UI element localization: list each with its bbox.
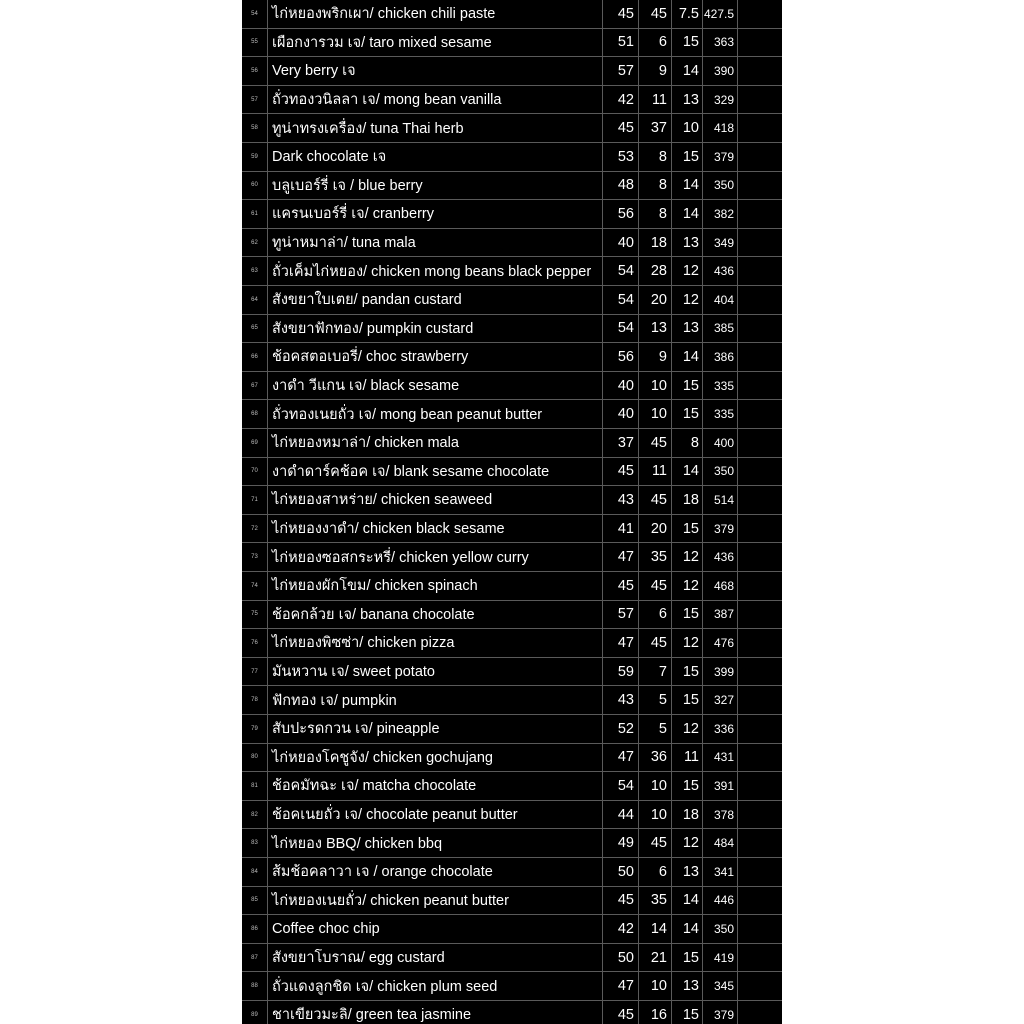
row-number: 74 (242, 572, 268, 600)
empty-col (738, 172, 782, 200)
value-col-1: 56 (603, 200, 639, 228)
value-col-1: 40 (603, 372, 639, 400)
empty-col (738, 372, 782, 400)
value-col-1: 48 (603, 172, 639, 200)
value-col-3: 14 (672, 343, 703, 371)
table-row (242, 143, 782, 172)
row-number: 87 (242, 944, 268, 972)
value-col-4: 336 (703, 715, 738, 743)
table-row (242, 315, 782, 344)
item-name: Dark chocolate เจ (268, 143, 603, 171)
empty-col (738, 257, 782, 285)
value-col-2: 6 (639, 29, 672, 57)
value-col-3: 18 (672, 801, 703, 829)
item-name: ไก่หยองพริกเผา/ chicken chili paste (268, 0, 603, 28)
value-col-2: 20 (639, 286, 672, 314)
value-col-2: 28 (639, 257, 672, 285)
value-col-2: 5 (639, 686, 672, 714)
value-col-2: 8 (639, 200, 672, 228)
value-col-1: 47 (603, 744, 639, 772)
value-col-3: 12 (672, 629, 703, 657)
value-col-2: 45 (639, 0, 672, 28)
empty-col (738, 486, 782, 514)
table-row (242, 343, 782, 372)
table-row (242, 658, 782, 687)
row-number: 68 (242, 400, 268, 428)
value-col-3: 12 (672, 543, 703, 571)
value-col-4: 350 (703, 915, 738, 943)
value-col-4: 350 (703, 172, 738, 200)
row-number: 73 (242, 543, 268, 571)
table-row (242, 0, 782, 29)
row-number: 67 (242, 372, 268, 400)
row-number: 63 (242, 257, 268, 285)
value-col-2: 6 (639, 858, 672, 886)
value-col-4: 379 (703, 515, 738, 543)
table-row (242, 400, 782, 429)
value-col-2: 35 (639, 887, 672, 915)
row-number: 85 (242, 887, 268, 915)
value-col-4: 387 (703, 601, 738, 629)
row-number: 58 (242, 114, 268, 142)
item-name: ไก่หยองเนยถั่ว/ chicken peanut butter (268, 887, 603, 915)
empty-col (738, 629, 782, 657)
table-row (242, 57, 782, 86)
row-number: 78 (242, 686, 268, 714)
value-col-1: 47 (603, 972, 639, 1000)
value-col-1: 40 (603, 400, 639, 428)
row-number: 83 (242, 829, 268, 857)
value-col-2: 9 (639, 57, 672, 85)
value-col-3: 15 (672, 944, 703, 972)
item-name: ฟักทอง เจ/ pumpkin (268, 686, 603, 714)
value-col-1: 54 (603, 257, 639, 285)
empty-col (738, 315, 782, 343)
value-col-1: 45 (603, 0, 639, 28)
value-col-2: 9 (639, 343, 672, 371)
value-col-4: 427.5 (703, 0, 738, 28)
table-row (242, 486, 782, 515)
value-col-1: 54 (603, 286, 639, 314)
row-number: 72 (242, 515, 268, 543)
empty-col (738, 601, 782, 629)
value-col-4: 431 (703, 744, 738, 772)
empty-col (738, 829, 782, 857)
value-col-3: 15 (672, 143, 703, 171)
value-col-3: 7.5 (672, 0, 703, 28)
value-col-1: 44 (603, 801, 639, 829)
table-row (242, 972, 782, 1001)
table-row (242, 686, 782, 715)
empty-col (738, 801, 782, 829)
value-col-3: 8 (672, 429, 703, 457)
value-col-3: 14 (672, 172, 703, 200)
item-name: บลูเบอร์รี่ เจ / blue berry (268, 172, 603, 200)
value-col-1: 59 (603, 658, 639, 686)
value-col-4: 514 (703, 486, 738, 514)
value-col-1: 47 (603, 629, 639, 657)
item-name: ช้อคกล้วย เจ/ banana chocolate (268, 601, 603, 629)
value-col-2: 45 (639, 572, 672, 600)
table-row (242, 829, 782, 858)
table-row (242, 601, 782, 630)
value-col-4: 382 (703, 200, 738, 228)
table-row (242, 801, 782, 830)
table-row (242, 172, 782, 201)
value-col-4: 335 (703, 400, 738, 428)
value-col-4: 385 (703, 315, 738, 343)
row-number: 61 (242, 200, 268, 228)
item-name: ไก่หยองโคชูจัง/ chicken gochujang (268, 744, 603, 772)
value-col-2: 11 (639, 458, 672, 486)
value-col-2: 45 (639, 629, 672, 657)
item-name: ถั่วทองเนยถั่ว เจ/ mong bean peanut butter (268, 400, 603, 428)
row-number: 84 (242, 858, 268, 886)
item-name: สับปะรดกวน เจ/ pineapple (268, 715, 603, 743)
item-name: ไก่หยองผักโขม/ chicken spinach (268, 572, 603, 600)
value-col-4: 391 (703, 772, 738, 800)
value-col-1: 52 (603, 715, 639, 743)
value-col-4: 436 (703, 543, 738, 571)
value-col-4: 399 (703, 658, 738, 686)
value-col-3: 15 (672, 400, 703, 428)
item-name: ทูน่าทรงเครื่อง/ tuna Thai herb (268, 114, 603, 142)
value-col-4: 484 (703, 829, 738, 857)
value-col-1: 50 (603, 858, 639, 886)
table-row (242, 572, 782, 601)
table-row (242, 944, 782, 973)
item-name: แครนเบอร์รี่ เจ/ cranberry (268, 200, 603, 228)
value-col-3: 14 (672, 57, 703, 85)
table-row (242, 86, 782, 115)
value-col-3: 15 (672, 601, 703, 629)
table-row (242, 200, 782, 229)
value-col-4: 468 (703, 572, 738, 600)
value-col-2: 10 (639, 372, 672, 400)
value-col-1: 43 (603, 486, 639, 514)
value-col-1: 47 (603, 543, 639, 571)
empty-col (738, 772, 782, 800)
empty-col (738, 114, 782, 142)
empty-col (738, 543, 782, 571)
value-col-2: 11 (639, 86, 672, 114)
row-number: 57 (242, 86, 268, 114)
row-number: 75 (242, 601, 268, 629)
row-number: 88 (242, 972, 268, 1000)
value-col-2: 35 (639, 543, 672, 571)
value-col-3: 15 (672, 772, 703, 800)
item-name: ถั่วเค็มไก่หยอง/ chicken mong beans black pepper (268, 257, 603, 285)
value-col-3: 12 (672, 286, 703, 314)
empty-col (738, 944, 782, 972)
value-col-2: 10 (639, 972, 672, 1000)
row-number: 77 (242, 658, 268, 686)
empty-col (738, 143, 782, 171)
empty-col (738, 658, 782, 686)
item-name: ไก่หยองงาดำ/ chicken black sesame (268, 515, 603, 543)
row-number: 62 (242, 229, 268, 257)
value-col-2: 10 (639, 801, 672, 829)
item-name: สังขยาโบราณ/ egg custard (268, 944, 603, 972)
value-col-3: 15 (672, 372, 703, 400)
item-name: ไก่หยอง BBQ/ chicken bbq (268, 829, 603, 857)
item-name: ช้อคมัทฉะ เจ/ matcha chocolate (268, 772, 603, 800)
value-col-3: 14 (672, 915, 703, 943)
row-number: 66 (242, 343, 268, 371)
empty-col (738, 572, 782, 600)
value-col-1: 53 (603, 143, 639, 171)
table-row (242, 887, 782, 916)
value-col-4: 419 (703, 944, 738, 972)
row-number: 69 (242, 429, 268, 457)
row-number: 89 (242, 1001, 268, 1024)
table-row (242, 372, 782, 401)
row-number: 70 (242, 458, 268, 486)
row-number: 79 (242, 715, 268, 743)
row-number: 60 (242, 172, 268, 200)
item-name: ถั่วแดงลูกชิด เจ/ chicken plum seed (268, 972, 603, 1000)
value-col-4: 335 (703, 372, 738, 400)
table-row (242, 543, 782, 572)
item-name: ถั่วทองวนิลลา เจ/ mong bean vanilla (268, 86, 603, 114)
row-number: 65 (242, 315, 268, 343)
value-col-4: 446 (703, 887, 738, 915)
value-col-1: 54 (603, 315, 639, 343)
table-row (242, 458, 782, 487)
value-col-3: 18 (672, 486, 703, 514)
value-col-2: 21 (639, 944, 672, 972)
empty-col (738, 887, 782, 915)
value-col-3: 12 (672, 257, 703, 285)
value-col-2: 20 (639, 515, 672, 543)
item-name: ช้อคสตอเบอรี่/ choc strawberry (268, 343, 603, 371)
value-col-1: 56 (603, 343, 639, 371)
empty-col (738, 715, 782, 743)
empty-col (738, 858, 782, 886)
table-row (242, 286, 782, 315)
empty-col (738, 515, 782, 543)
empty-col (738, 972, 782, 1000)
value-col-4: 418 (703, 114, 738, 142)
value-col-4: 363 (703, 29, 738, 57)
empty-col (738, 0, 782, 28)
table-row (242, 429, 782, 458)
row-number: 54 (242, 0, 268, 28)
row-number: 71 (242, 486, 268, 514)
empty-col (738, 429, 782, 457)
value-col-4: 379 (703, 1001, 738, 1024)
value-col-2: 8 (639, 172, 672, 200)
value-col-1: 45 (603, 572, 639, 600)
value-col-1: 50 (603, 944, 639, 972)
value-col-2: 6 (639, 601, 672, 629)
empty-col (738, 286, 782, 314)
item-name: เผือกงารวม เจ/ taro mixed sesame (268, 29, 603, 57)
value-col-2: 36 (639, 744, 672, 772)
value-col-1: 57 (603, 601, 639, 629)
item-name: ช้อคเนยถั่ว เจ/ chocolate peanut butter (268, 801, 603, 829)
value-col-1: 40 (603, 229, 639, 257)
table-row (242, 744, 782, 773)
value-col-2: 16 (639, 1001, 672, 1024)
value-col-4: 404 (703, 286, 738, 314)
value-col-4: 349 (703, 229, 738, 257)
item-name: สังขยาฟักทอง/ pumpkin custard (268, 315, 603, 343)
item-name: Coffee choc chip (268, 915, 603, 943)
value-col-1: 41 (603, 515, 639, 543)
table-row (242, 1001, 782, 1024)
row-number: 76 (242, 629, 268, 657)
table-row (242, 515, 782, 544)
value-col-1: 42 (603, 86, 639, 114)
value-col-4: 400 (703, 429, 738, 457)
value-col-3: 15 (672, 686, 703, 714)
item-name: Very berry เจ (268, 57, 603, 85)
value-col-1: 43 (603, 686, 639, 714)
item-name: งาดำ วีแกน เจ/ black sesame (268, 372, 603, 400)
value-col-4: 327 (703, 686, 738, 714)
row-number: 56 (242, 57, 268, 85)
value-col-1: 49 (603, 829, 639, 857)
row-number: 81 (242, 772, 268, 800)
value-col-3: 12 (672, 829, 703, 857)
empty-col (738, 229, 782, 257)
value-col-4: 379 (703, 143, 738, 171)
empty-col (738, 57, 782, 85)
value-col-3: 13 (672, 858, 703, 886)
empty-col (738, 200, 782, 228)
value-col-1: 45 (603, 887, 639, 915)
empty-col (738, 458, 782, 486)
value-col-3: 12 (672, 572, 703, 600)
value-col-3: 13 (672, 86, 703, 114)
item-name: ไก่หยองพิซซ่า/ chicken pizza (268, 629, 603, 657)
value-col-2: 10 (639, 400, 672, 428)
table-row (242, 229, 782, 258)
row-number: 64 (242, 286, 268, 314)
value-col-1: 51 (603, 29, 639, 57)
value-col-3: 15 (672, 658, 703, 686)
value-col-2: 14 (639, 915, 672, 943)
value-col-1: 42 (603, 915, 639, 943)
value-col-4: 476 (703, 629, 738, 657)
empty-col (738, 915, 782, 943)
item-name: งาดำดาร์คช้อค เจ/ blank sesame chocolate (268, 458, 603, 486)
value-col-2: 13 (639, 315, 672, 343)
item-name: ทูน่าหมาล่า/ tuna mala (268, 229, 603, 257)
value-col-3: 11 (672, 744, 703, 772)
row-number: 82 (242, 801, 268, 829)
value-col-2: 37 (639, 114, 672, 142)
value-col-3: 12 (672, 715, 703, 743)
item-name: มันหวาน เจ/ sweet potato (268, 658, 603, 686)
table-row (242, 29, 782, 58)
value-col-4: 386 (703, 343, 738, 371)
table-row (242, 772, 782, 801)
empty-col (738, 686, 782, 714)
value-col-2: 18 (639, 229, 672, 257)
value-col-2: 45 (639, 486, 672, 514)
table-row (242, 915, 782, 944)
value-col-3: 15 (672, 29, 703, 57)
table-row (242, 715, 782, 744)
item-name: ชาเขียวมะลิ/ green tea jasmine (268, 1001, 603, 1024)
item-name: ไก่หยองซอสกระหรี่/ chicken yellow curry (268, 543, 603, 571)
value-col-3: 13 (672, 972, 703, 1000)
empty-col (738, 1001, 782, 1024)
value-col-3: 15 (672, 515, 703, 543)
value-col-4: 329 (703, 86, 738, 114)
value-col-3: 13 (672, 229, 703, 257)
empty-col (738, 29, 782, 57)
value-col-4: 350 (703, 458, 738, 486)
table-row (242, 114, 782, 143)
item-name: ไก่หยองสาหร่าย/ chicken seaweed (268, 486, 603, 514)
value-col-3: 14 (672, 200, 703, 228)
row-number: 80 (242, 744, 268, 772)
empty-col (738, 400, 782, 428)
value-col-2: 10 (639, 772, 672, 800)
item-name: ส้มช้อคลาวา เจ / orange chocolate (268, 858, 603, 886)
item-name: สังขยาใบเตย/ pandan custard (268, 286, 603, 314)
empty-col (738, 343, 782, 371)
row-number: 59 (242, 143, 268, 171)
value-col-3: 10 (672, 114, 703, 142)
value-col-4: 390 (703, 57, 738, 85)
value-col-2: 45 (639, 429, 672, 457)
value-col-1: 54 (603, 772, 639, 800)
value-col-4: 341 (703, 858, 738, 886)
table-row (242, 858, 782, 887)
table-row (242, 257, 782, 286)
value-col-1: 45 (603, 458, 639, 486)
value-col-4: 345 (703, 972, 738, 1000)
value-col-2: 7 (639, 658, 672, 686)
value-col-3: 14 (672, 887, 703, 915)
row-number: 86 (242, 915, 268, 943)
value-col-2: 5 (639, 715, 672, 743)
row-number: 55 (242, 29, 268, 57)
value-col-3: 13 (672, 315, 703, 343)
value-col-3: 14 (672, 458, 703, 486)
value-col-1: 57 (603, 57, 639, 85)
value-col-2: 45 (639, 829, 672, 857)
value-col-3: 15 (672, 1001, 703, 1024)
table-row (242, 629, 782, 658)
nutrition-table (242, 0, 782, 1024)
value-col-1: 45 (603, 1001, 639, 1024)
empty-col (738, 744, 782, 772)
value-col-2: 8 (639, 143, 672, 171)
item-name: ไก่หยองหมาล่า/ chicken mala (268, 429, 603, 457)
value-col-4: 436 (703, 257, 738, 285)
value-col-4: 378 (703, 801, 738, 829)
empty-col (738, 86, 782, 114)
value-col-1: 37 (603, 429, 639, 457)
value-col-1: 45 (603, 114, 639, 142)
